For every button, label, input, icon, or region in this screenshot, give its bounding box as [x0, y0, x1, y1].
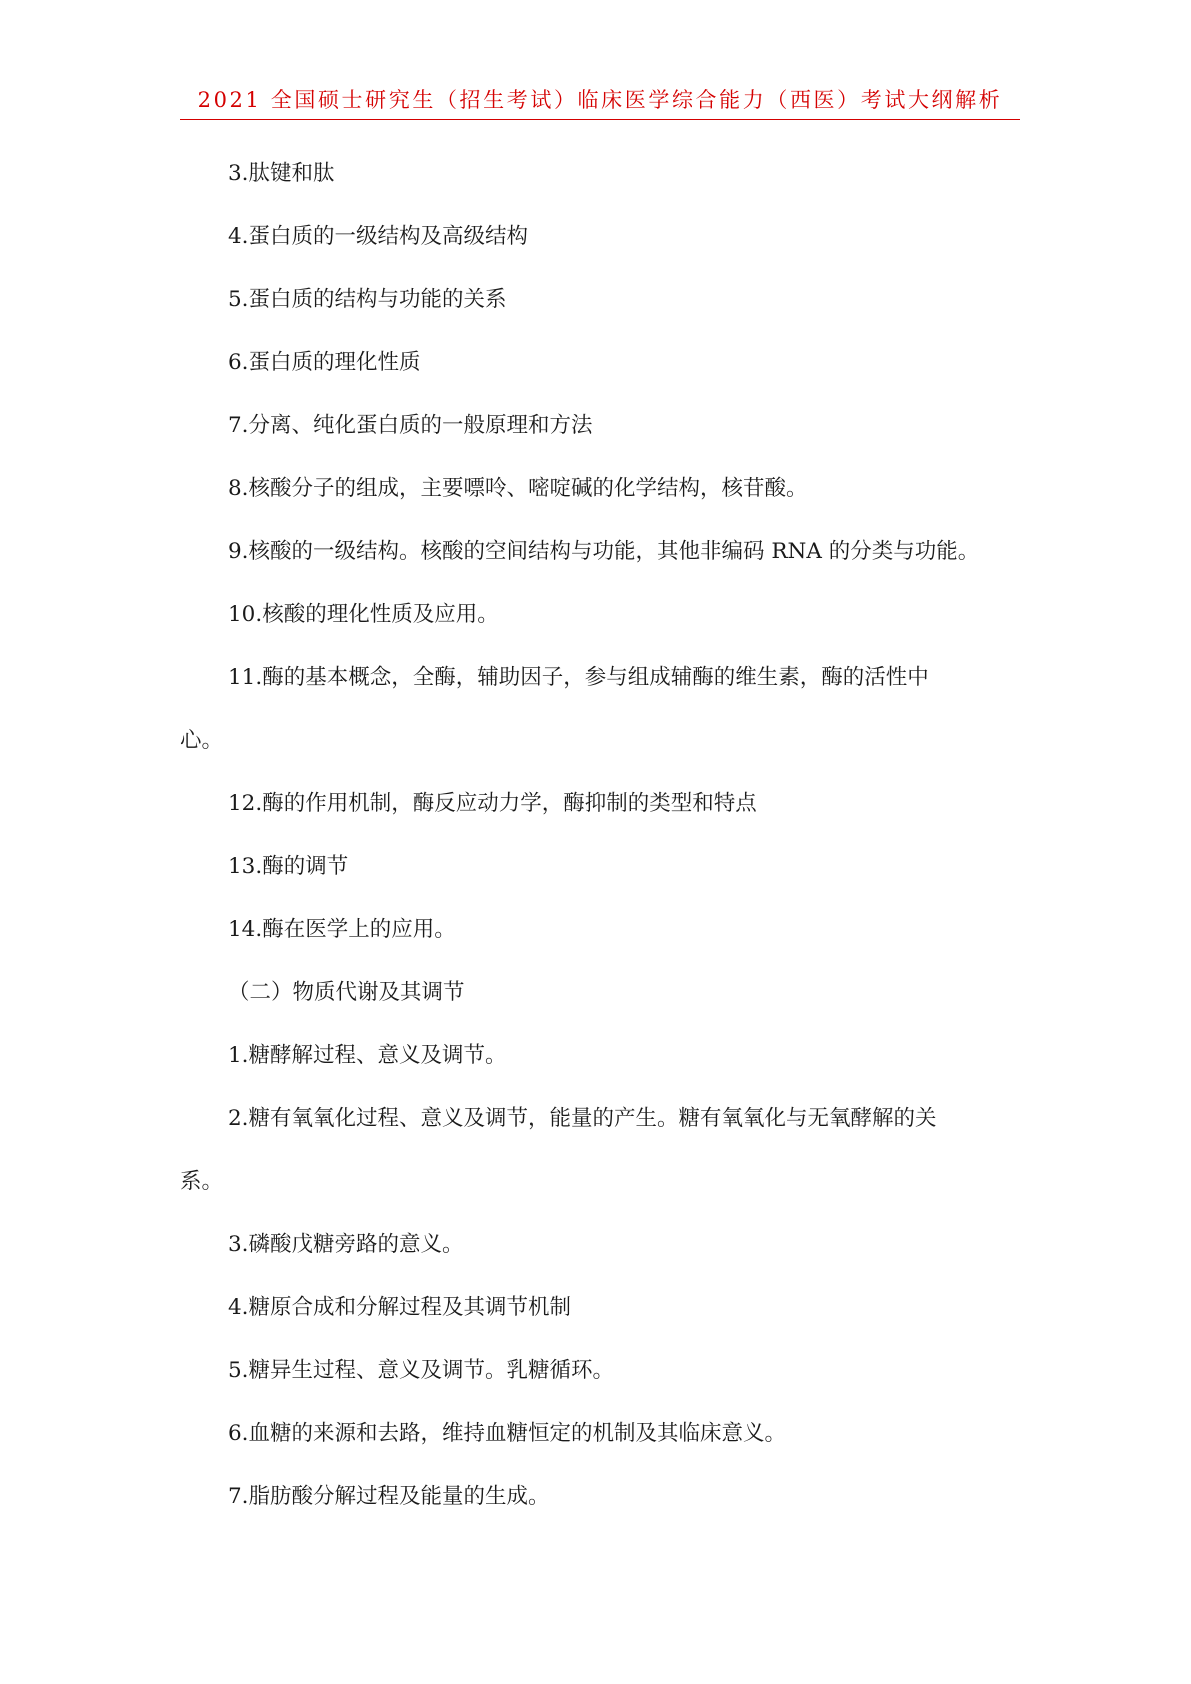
outline-item: 1.糖酵解过程、意义及调节。 [228, 1043, 507, 1068]
outline-item: 2.糖有氧氧化过程、意义及调节，能量的产生。糖有氧氧化与无氧酵解的关 [228, 1106, 937, 1131]
outline-item: 6.血糖的来源和去路，维持血糖恒定的机制及其临床意义。 [228, 1421, 787, 1446]
outline-item: 3.肽键和肽 [228, 161, 335, 186]
outline-item: 11.酶的基本概念，全酶，辅助因子，参与组成辅酶的维生素，酶的活性中 [228, 665, 929, 690]
outline-item: 6.蛋白质的理化性质 [228, 350, 421, 375]
section-heading: （二）物质代谢及其调节 [228, 980, 465, 1005]
outline-item: 5.糖异生过程、意义及调节。乳糖循环。 [228, 1358, 615, 1383]
outline-item: 4.蛋白质的一级结构及高级结构 [228, 224, 529, 249]
outline-item: 13.酶的调节 [228, 854, 349, 879]
outline-item: 14.酶在医学上的应用。 [228, 917, 456, 942]
outline-item-continuation: 系。 [180, 1169, 224, 1194]
outline-item: 8.核酸分子的组成，主要嘌呤、嘧啶碱的化学结构，核苷酸。 [228, 476, 808, 501]
outline-item: 9.核酸的一级结构。核酸的空间结构与功能，其他非编码 RNA 的分类与功能。 [228, 539, 980, 564]
outline-item-continuation: 心。 [180, 728, 224, 753]
header-title: 2021 全国硕士研究生（招生考试）临床医学综合能力（西医）考试大纲解析 [197, 88, 1003, 112]
outline-item: 7.脂肪酸分解过程及能量的生成。 [228, 1484, 550, 1509]
outline-item: 10.核酸的理化性质及应用。 [228, 602, 499, 627]
outline-item: 3.磷酸戊糖旁路的意义。 [228, 1232, 464, 1257]
outline-item: 12.酶的作用机制，酶反应动力学，酶抑制的类型和特点 [228, 791, 757, 816]
page-header [180, 80, 1020, 120]
outline-item: 4.糖原合成和分解过程及其调节机制 [228, 1295, 572, 1320]
outline-item: 5.蛋白质的结构与功能的关系 [228, 287, 507, 312]
outline-item: 7.分离、纯化蛋白质的一般原理和方法 [228, 413, 593, 438]
